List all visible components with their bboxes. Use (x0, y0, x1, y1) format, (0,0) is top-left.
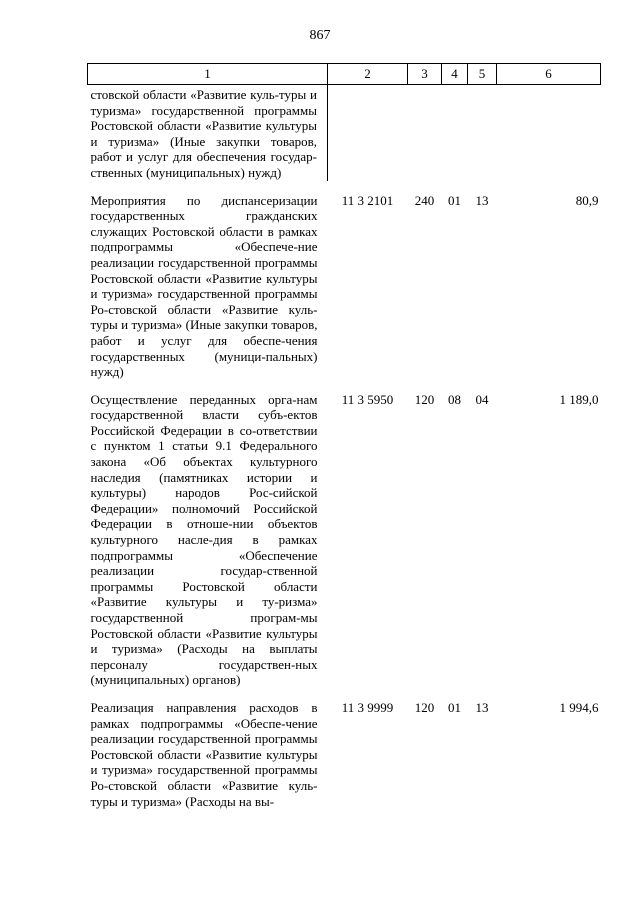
header-col-3: 3 (408, 64, 442, 85)
row-target-article: 11 3 9999 (341, 699, 394, 715)
budget-table (87, 63, 601, 809)
row-section: 01 (448, 699, 461, 715)
row-amount: 80,9 (575, 192, 599, 208)
row-expense-type: 120 (414, 391, 435, 407)
table-row (88, 380, 601, 688)
header-col-5: 5 (468, 64, 497, 85)
row-target-article: 11 3 2101 (341, 192, 394, 208)
header-row (88, 64, 601, 85)
row-amount: 1 189,0 (559, 391, 599, 407)
row-expense-type (408, 85, 442, 181)
row-amount: 1 994,6 (559, 699, 599, 715)
row-description: стовской области «Развитие куль-туры и туризма» государственной программы Ростовской области «Развитие культуры и туризма» (Иные закупки товаров, работ и услуг для обеспечения государ-ственных (муниципальных) нужд) (88, 85, 328, 181)
table-row (88, 181, 601, 380)
header-col-2: 2 (328, 64, 408, 85)
row-section: 01 (448, 192, 461, 208)
row-subsection: 13 (475, 192, 489, 208)
row-target-article (328, 85, 408, 181)
row-target-article: 11 3 5950 (341, 391, 394, 407)
row-section (442, 85, 468, 181)
row-description: Мероприятия по диспансеризации государственных гражданских служащих Ростовской области в рамках подпрограммы «Обеспече-ние реализации государственной программы Ростовской области «Развитие культуры и туризма» государственной программы Ро-стовской области «Развитие куль-туры и туризма» (Иные закупки товаров, работ и услуг для обеспе-чения государственных (муници-пальных) нужд) (90, 192, 318, 380)
table-row (88, 688, 601, 809)
row-subsection: 04 (475, 391, 489, 407)
row-description: Осуществление переданных орга-нам государственной власти субъ-ектов Российской Федерации в со-ответствии с пунктом 1 статьи 9.1 Федерального закона «Об объектах культурного наследия (памятниках истории и культуры) народов Рос-сийской Федерации» полномочий Российской Федерации в отноше-нии объектов культурного насле-дия в рамках подпрограммы «Обеспечение реализации государ-ственной программы Ростовской области «Развитие культуры и ту-ризма» государственной програм-мы Ростовской области «Развитие культуры и туризма» (Расходы на выплаты персоналу государствен-ных (муниципальных) органов) (90, 391, 318, 688)
row-section: 08 (448, 391, 461, 407)
row-amount (497, 85, 601, 181)
row-expense-type: 120 (414, 699, 435, 715)
page-number: 867 (309, 28, 331, 43)
table-row (88, 85, 601, 181)
header-col-1: 1 (88, 64, 328, 85)
header-col-4: 4 (442, 64, 468, 85)
row-subsection: 13 (475, 699, 489, 715)
row-description: Реализация направления расходов в рамках подпрограммы «Обеспе-чение реализации государственной программы Ростовской области «Развитие культуры и туризма» государственной программы Ро-стовской области «Развитие куль-туры и туризма» (Расходы на вы- (90, 699, 318, 809)
header-col-6: 6 (497, 64, 601, 85)
row-subsection (468, 85, 497, 181)
row-expense-type: 240 (414, 192, 435, 208)
